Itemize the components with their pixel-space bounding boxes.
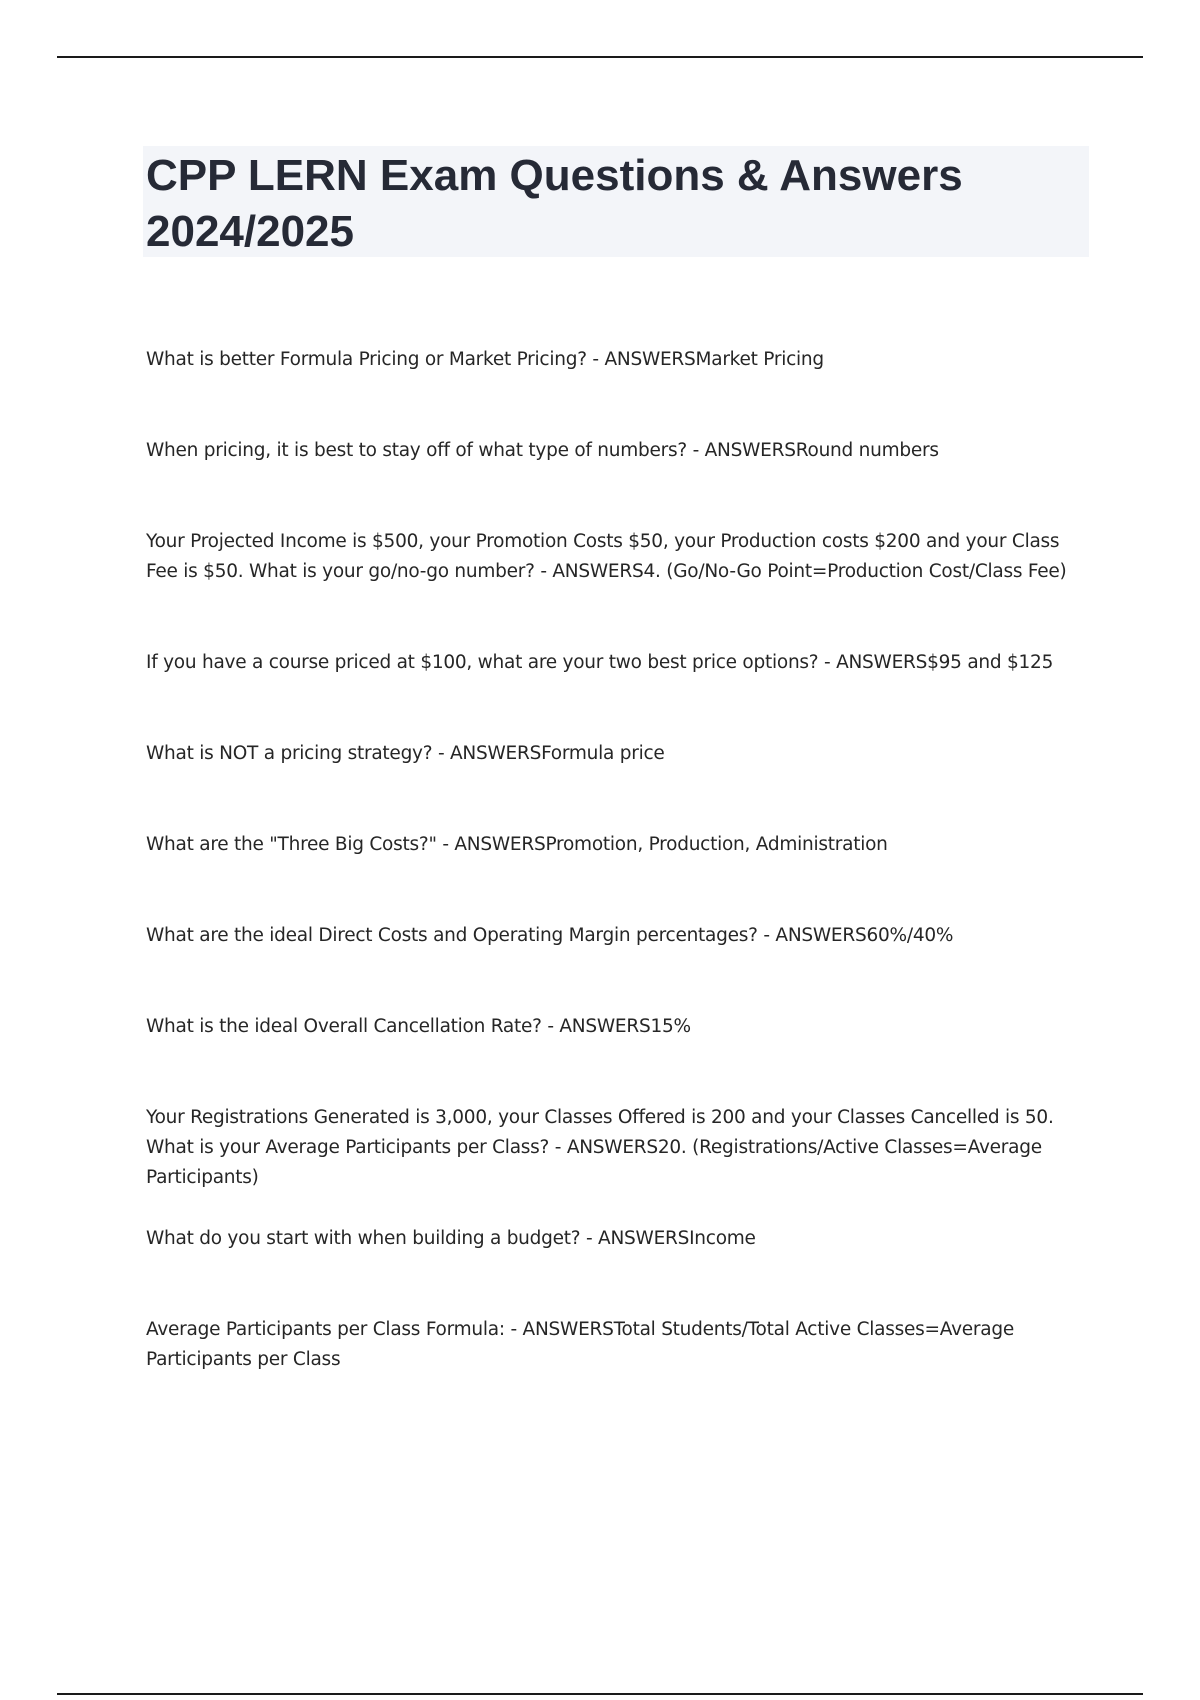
qa-item-2: When pricing, it is best to stay off of what type of numbers? - ANSWERSRound numbers xyxy=(146,440,939,461)
qa-item-6: What are the "Three Big Costs?" - ANSWERSPromotion, Production, Administration xyxy=(146,834,888,855)
qa-item-5: What is NOT a pricing strategy? - ANSWERSFormula price xyxy=(146,743,665,764)
qa-item-7: What are the ideal Direct Costs and Operating Margin percentages? - ANSWERS60%/40% xyxy=(146,925,954,946)
bottom-rule xyxy=(57,1693,1143,1695)
qa-item-1: What is better Formula Pricing or Market Pricing? - ANSWERSMarket Pricing xyxy=(146,349,824,370)
qa-item-10: What do you start with when building a budget? - ANSWERSIncome xyxy=(146,1228,756,1249)
qa-item-8: What is the ideal Overall Cancellation Rate? - ANSWERS15% xyxy=(146,1016,691,1037)
top-rule xyxy=(57,56,1143,58)
qa-item-4: If you have a course priced at $100, what are your two best price options? - ANSWERS$95 and $125 xyxy=(146,652,1054,673)
qa-item-9: Your Registrations Generated is 3,000, your Classes Offered is 200 and your Classes Cancelled is 50. What is your Average Participants per Class? - ANSWERS20. (Registrations/Active Classes=Average Participants) xyxy=(146,1107,1054,1188)
qa-item-3: Your Projected Income is $500, your Promotion Costs $50, your Production costs $200 and your Class Fee is $50. What is your go/no-go number? - ANSWERS4. (Go/No-Go Point=Production Cost/Class Fee) xyxy=(146,531,1067,582)
qa-item-11: Average Participants per Class Formula: - ANSWERSTotal Students/Total Active Classes=Average Participants per Class xyxy=(146,1319,1014,1370)
document-title: CPP LERN Exam Questions & Answers 2024/2025 xyxy=(146,151,963,256)
